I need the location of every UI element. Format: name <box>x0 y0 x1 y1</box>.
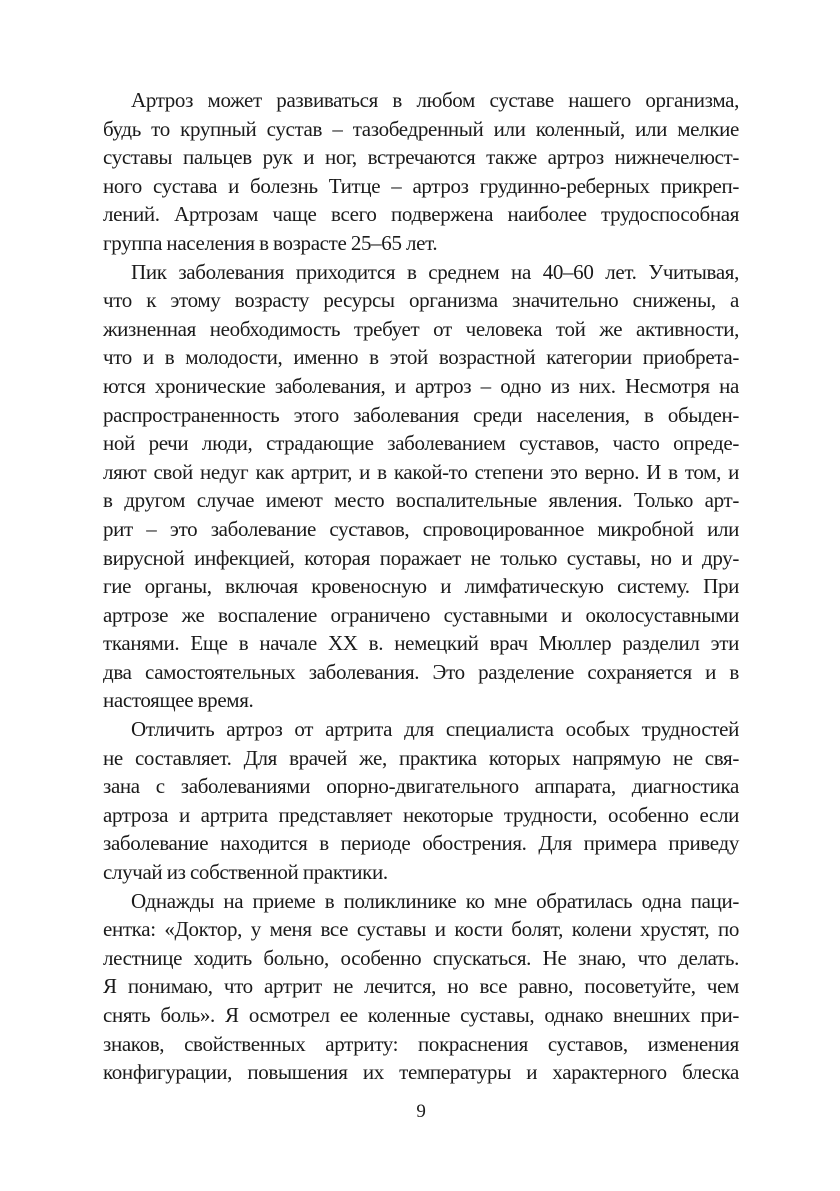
text-line: тканями. Еще в начале XX в. немецкий врач Мюллер разделил эти <box>103 631 739 656</box>
text-line: знаков, свойственных артриту: покраснения суставов, изменения <box>103 1031 739 1056</box>
text-line: настоящее время. <box>103 688 254 713</box>
text-line: лений. Артрозам чаще всего подвержена наиболее трудоспособная <box>103 202 739 227</box>
text-line: зана с заболеваниями опорно-двигательного аппарата, диагностика <box>103 774 739 799</box>
text-line: Пик заболевания приходится в среднем на 40–60 лет. Учитывая, <box>131 259 739 284</box>
text-line: Однажды на приеме в поликлинике ко мне обратилась одна паци- <box>131 888 739 913</box>
text-line: заболевание находится в периоде обострения. Для примера приведу <box>103 831 739 856</box>
paragraph <box>103 887 739 1087</box>
text-line: рит – это заболевание суставов, спровоцированное микробной или <box>103 516 739 541</box>
text-line: ются хронические заболевания, и артроз – одно из них. Несмотря на <box>103 373 739 398</box>
paragraphs <box>103 86 739 1087</box>
text-line: ного сустава и болезнь Титце – артроз грудинно-реберных прикреп- <box>103 173 739 198</box>
text-line: снять боль». Я осмотрел ее коленные суставы, однако внешних при- <box>103 1003 739 1027</box>
text-line: Отличить артроз от артрита для специалиста особых трудностей <box>131 717 739 742</box>
text-line: Я понимаю, что артрит не лечится, но все равно, посоветуйте, чем <box>103 974 739 999</box>
text-line: случай из собственной практики. <box>103 860 388 885</box>
text-line: артрозе же воспаление ограничено суставными и околосуставными <box>103 602 739 627</box>
page-number: 9 <box>416 1100 426 1122</box>
text-line: вирусной инфекцией, которая поражает не только суставы, но и дру- <box>103 545 739 570</box>
text-line: что и в молодости, именно в этой возрастной категории приобрета- <box>103 345 739 370</box>
text-line: ляют свой недуг как артрит, и в какой-то степени это верно. И в том, и <box>103 459 739 484</box>
text-line: не составляет. Для врачей же, практика которых напрямую не свя- <box>103 745 739 770</box>
text-line: гие органы, включая кровеносную и лимфатическую систему. При <box>103 574 739 599</box>
text-line: в другом случае имеют место воспалительные явления. Только арт- <box>103 488 739 513</box>
text-line: ной речи люди, страдающие заболеванием суставов, часто опреде- <box>103 431 739 456</box>
text-line: что к этому возрасту ресурсы организма значительно снижены, а <box>103 288 739 313</box>
text-line: Артроз может развиваться в любом суставе нашего организма, <box>131 88 739 112</box>
text-line: лестнице ходить больно, особенно спускаться. Не знаю, что делать. <box>103 945 739 970</box>
paragraph <box>103 258 739 716</box>
text-line: будь то крупный сустав – тазобедренный или коленный, или мелкие <box>103 116 739 141</box>
text-line: группа населения в возрасте 25–65 лет. <box>103 230 438 255</box>
text-line: жизненная необходимость требует от человека той же активности, <box>103 316 739 341</box>
paragraph <box>103 86 739 258</box>
text-line: два самостоятельных заболевания. Это разделение сохраняется и в <box>103 659 739 684</box>
paragraph <box>103 715 739 887</box>
text-line: распространенность этого заболевания среди населения, в обыден- <box>103 402 739 427</box>
text-line: ентка: «Доктор, у меня все суставы и кости болят, колени хрустят, по <box>103 917 739 942</box>
text-line: артроза и артрита представляет некоторые трудности, особенно если <box>103 802 739 827</box>
text-line: суставы пальцев рук и ног, встречаются также артроз нижнечелюст- <box>103 145 739 170</box>
page-body <box>103 86 739 1123</box>
text-line: конфигурации, повышения их температуры и характерного блеска <box>103 1060 739 1085</box>
